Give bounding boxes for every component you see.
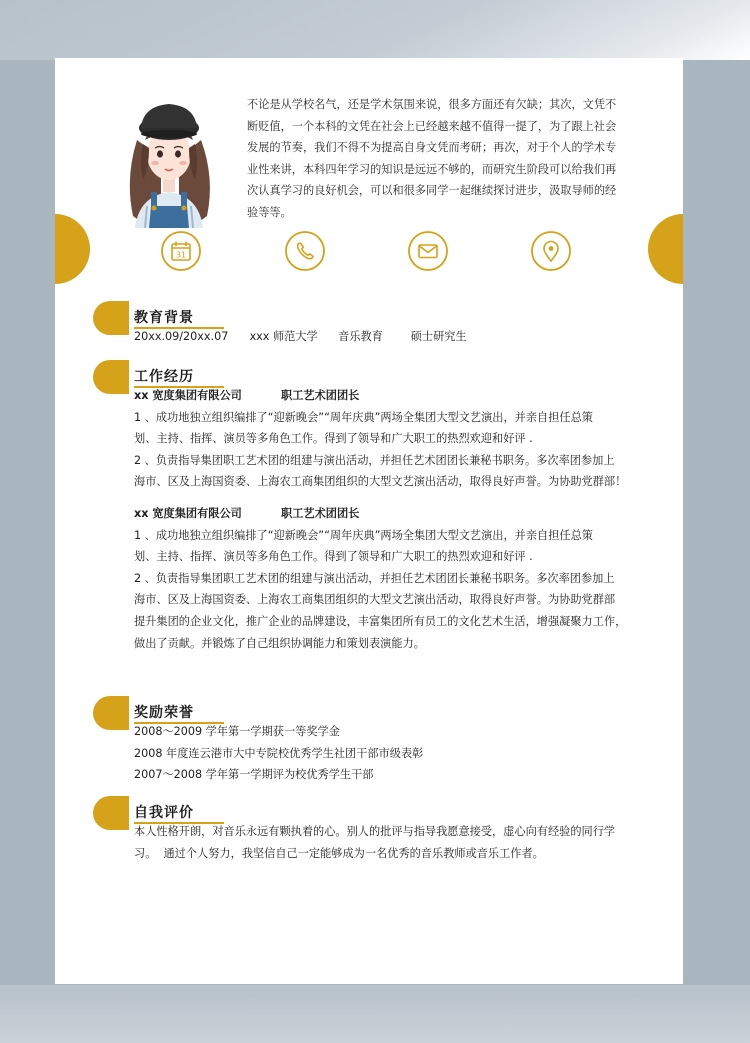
intro-line: 业性来讲，本科四年学习的知识是远远不够的，而研究生阶段可以给我们再 bbox=[247, 162, 617, 176]
education-degree: 硕士研究生 bbox=[410, 330, 467, 343]
avatar bbox=[113, 88, 225, 228]
job-title-row bbox=[134, 385, 644, 407]
intro-line: 发展的节奏，我们不得不为提高自身文凭而考研；再次，对于个人的学术专 bbox=[247, 141, 617, 155]
phone-icon[interactable] bbox=[285, 231, 325, 271]
list-item: 2008～2009 学年第一学期获一等奖学金 bbox=[134, 725, 340, 738]
job-line: 2 、负责指导集团职工艺术团的组建与演出活动，并担任艺术团团长兼秘书职务。多次率团参加上 bbox=[134, 571, 615, 585]
section-tab-decoration bbox=[93, 360, 129, 394]
job-line: 海市、区及上海国资委、上海农工商集团组织的大型文艺演出活动，取得良好声誉。为协助党群部！ bbox=[134, 475, 627, 489]
job-role: 职工艺术团团长 bbox=[281, 507, 360, 520]
left-decoration-circle bbox=[55, 214, 90, 284]
education-major: 音乐教育 bbox=[338, 330, 383, 343]
section-tab-decoration bbox=[93, 796, 129, 830]
job-line: 划、主持、指挥、演员等多角色工作。得到了领导和广大职工的热烈欢迎和好评 . bbox=[134, 550, 533, 564]
job-org: xx 宽度集团有限公司 bbox=[134, 389, 242, 402]
intro-line: 断贬值，一个本科的文凭在社会上已经越来越不值得一提了，为了跟上社会 bbox=[247, 119, 617, 133]
job-line: 做出了贡献。并锻炼了自己组织协调能力和策划表演能力。 bbox=[134, 636, 425, 650]
intro-line: 验等等。 bbox=[247, 205, 292, 219]
job-line: 划、主持、指挥、演员等多角色工作。得到了领导和广大职工的热烈欢迎和好评 . bbox=[134, 432, 533, 446]
education-period: 20xx.09/20xx.07 bbox=[134, 330, 229, 343]
self-eval-title: 自我评价 bbox=[134, 805, 194, 821]
job-org: xx 宽度集团有限公司 bbox=[134, 507, 242, 520]
job-line: 海市、区及上海国资委、上海农工商集团组织的大型文艺演出活动，取得良好声誉。为协助党群部 bbox=[134, 593, 616, 607]
education-row bbox=[134, 326, 644, 348]
list-item: 2007～2008 学年第一学期评为校优秀学生干部 bbox=[134, 768, 374, 782]
background-top-band bbox=[0, 0, 750, 60]
awards-list bbox=[134, 721, 644, 786]
job-title-row bbox=[134, 503, 644, 525]
intro-line: 不论是从学校名气，还是学术氛围来说，很多方面还有欠缺；其次，文凭不 bbox=[247, 98, 617, 111]
list-item: 2008 年度连云港市大中专院校优秀学生社团干部市级表彰 bbox=[134, 746, 424, 760]
job-entry-1 bbox=[134, 385, 644, 493]
right-decoration-circle bbox=[648, 214, 683, 284]
job-line: 2 、负责指导集团职工艺术团的组建与演出活动，并担任艺术团团长兼秘书职务。多次率团参加上 bbox=[134, 453, 615, 467]
section-tab-decoration bbox=[93, 696, 129, 730]
education-title: 教育背景 bbox=[134, 310, 194, 326]
self-eval-line: 习。 通过个人努力，我坚信自己一定能够成为一名优秀的音乐教师或音乐工作者。 bbox=[134, 846, 544, 860]
intro-paragraph bbox=[247, 94, 667, 224]
job-entry-2 bbox=[134, 503, 644, 654]
location-icon[interactable] bbox=[531, 231, 571, 271]
job-line: 1 、成功地独立组织编排了“迎新晚会”“周年庆典”两场全集团大型文艺演出，并亲自担任总策 bbox=[134, 410, 593, 424]
mail-icon[interactable] bbox=[408, 231, 448, 271]
intro-line: 次认真学习的良好机会，可以和很多同学一起继续探讨进步，汲取导师的经 bbox=[247, 184, 617, 198]
education-school: xxx 师范大学 bbox=[249, 330, 318, 343]
section-tab-decoration bbox=[93, 301, 129, 335]
job-line: 提升集团的企业文化，推广企业的品牌建设，丰富集团所有员工的文化艺术生活，增强凝聚力工作， bbox=[134, 614, 627, 628]
awards-title: 奖励荣誉 bbox=[134, 705, 194, 721]
self-eval-line: 本人性格开朗，对音乐永远有颗执着的心。别人的批评与指导我愿意接受，虚心向有经验的同行学 bbox=[134, 825, 616, 838]
background-bottom-band bbox=[0, 985, 750, 1043]
job-role: 职工艺术团团长 bbox=[281, 389, 360, 402]
work-title: 工作经历 bbox=[134, 369, 194, 385]
calendar-icon[interactable] bbox=[161, 231, 201, 271]
job-line: 1 、成功地独立组织编排了“迎新晚会”“周年庆典”两场全集团大型文艺演出，并亲自担任总策 bbox=[134, 528, 593, 542]
self-eval-text bbox=[134, 821, 644, 864]
resume-page bbox=[55, 58, 683, 984]
calendar-day: 31 bbox=[175, 250, 187, 260]
